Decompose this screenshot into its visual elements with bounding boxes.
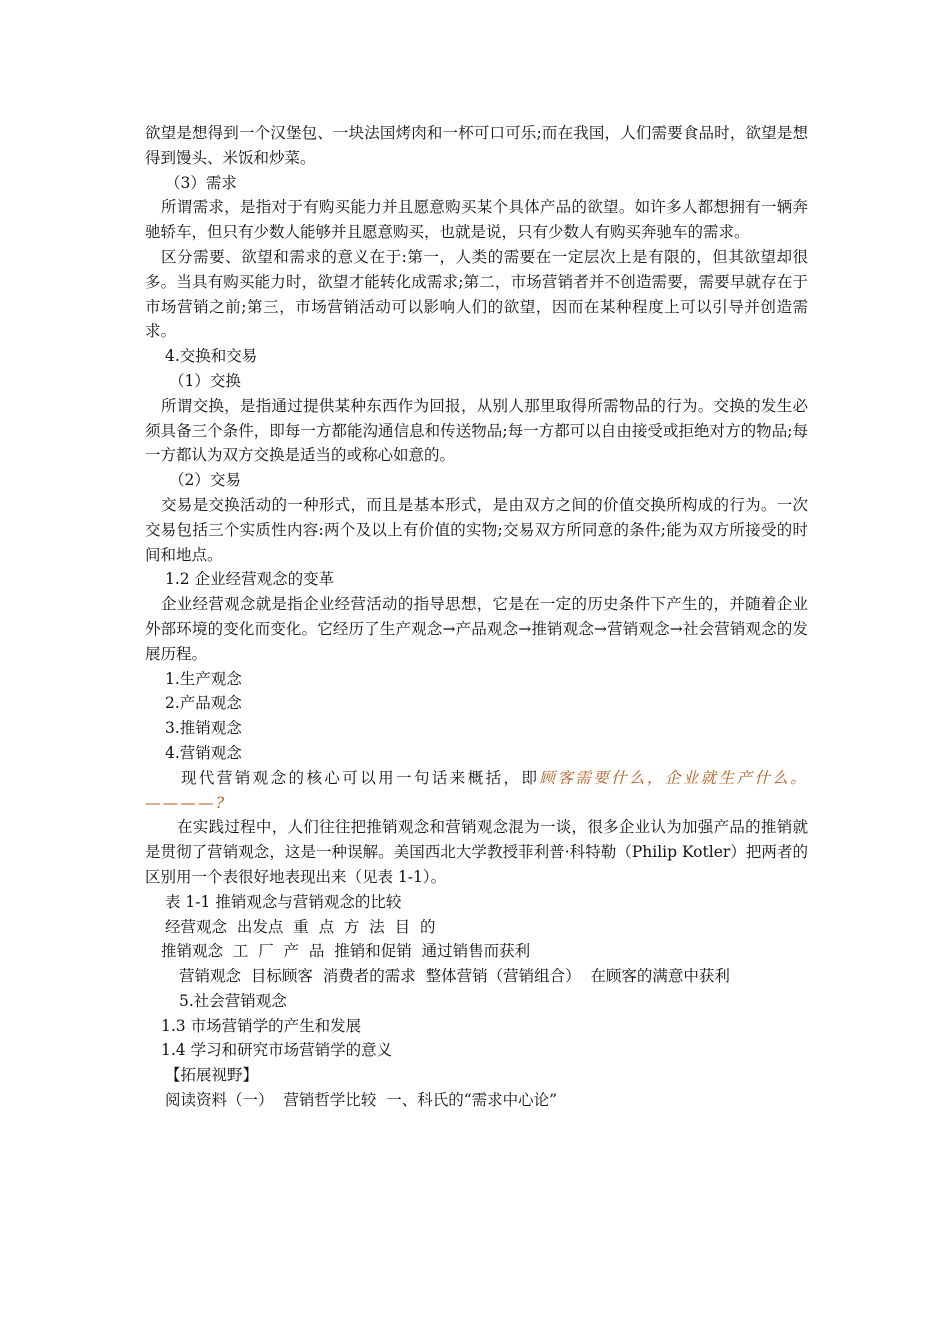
- table-header-row: 经营观念 出发点 重 点 方 法 目 的: [165, 917, 436, 936]
- marketing-core-emphasis: 顾客需要什么，企业就生产什么。————?: [145, 768, 808, 812]
- table-row-selling: 推销观念 工 厂 产 品 推销和促销 通过销售而获利: [161, 942, 531, 961]
- list-item-societal-marketing: 5.社会营销观念: [179, 991, 287, 1010]
- table-row-marketing: 营销观念 目标顾客 消费者的需求 整体营销（营销组合） 在顾客的满意中获利: [179, 967, 730, 986]
- paragraph-marketing-core: [145, 766, 808, 816]
- reading-material-line: 阅读资料（一） 营销哲学比较 一、科氏的“需求中心论”: [165, 1091, 558, 1110]
- marketing-core-lead: 现代营销观念的核心可以用一句话来概括，即: [181, 768, 540, 787]
- paragraph-transaction-definition: 交易是交换活动的一种形式，而且是基本形式，是由双方之间的价值交换所构成的行为。一次交易包括三个实质性内容:两个及以上有价值的实物;交易双方所同意的条件;能为双方所接受的时间和地点。: [145, 495, 808, 564]
- list-item-marketing-concept: 4.营销观念: [165, 743, 242, 762]
- paragraph-distinction: 区分需要、欲望和需求的意义在于:第一，人类的需要在一定层次上是有限的，但其欲望却很多。当具有购买能力时，欲望才能转化成需求;第二，市场营销者并不创造需要，需要早就存在于市场营销之前;第三，市场营销活动可以影响人们的欲望，因而在某种程度上可以引导并创造需求。: [145, 247, 808, 341]
- paragraph-exchange-definition: 所谓交换，是指通过提供某种东西作为回报，从别人那里取得所需物品的行为。交换的发生必须具备三个条件，即每一方都能沟通信息和传送物品;每一方都可以自由接受或拒绝对方的物品;每一方都认为双方交换是适当的或称心如意的。: [145, 396, 808, 465]
- section-heading-1-4: 1.4 学习和研究市场营销学的意义: [161, 1041, 393, 1060]
- subheading-transaction: （2）交易: [169, 471, 241, 490]
- paragraph-kotler-comparison: 在实践过程中，人们往往把推销观念和营销观念混为一谈，很多企业认为加强产品的推销就是贯彻了营销观念，这是一种误解。美国西北大学教授菲利普·科特勒（Philip Kotler）把两者的区别用一个表很好地表现出来（见表 1-1）。: [145, 818, 808, 886]
- section-heading-1-3: 1.3 市场营销学的产生和发展: [161, 1016, 362, 1035]
- subheading-exchange: （1）交换: [169, 371, 241, 390]
- document-body: [145, 121, 808, 1113]
- subheading-demand: （3）需求: [165, 173, 237, 192]
- section-heading-1-2: 1.2 企业经营观念的变革: [165, 570, 335, 589]
- extended-view-heading: 【拓展视野】: [165, 1066, 259, 1085]
- paragraph-demand-definition: 所谓需求，是指对于有购买能力并且愿意购买某个具体产品的欲望。如许多人都想拥有一辆奔驰轿车，但只有少数人能够并且愿意购买，也就是说，只有少数人有购买奔驰车的需求。: [145, 198, 808, 242]
- heading-exchange-transaction: 4.交换和交易: [165, 347, 258, 366]
- table-caption: 表 1-1 推销观念与营销观念的比较: [165, 892, 402, 911]
- list-item-product-concept: 2.产品观念: [165, 694, 242, 713]
- paragraph-business-philosophy: 企业经营观念就是指企业经营活动的指导思想，它是在一定的历史条件下产生的，并随着企业外部环境的变化而变化。它经历了生产观念→产品观念→推销观念→营销观念→社会营销观念的发展历程。: [145, 595, 808, 663]
- list-item-selling-concept: 3.推销观念: [165, 719, 242, 738]
- paragraph-desire-example: 欲望是想得到一个汉堡包、一块法国烤肉和一杯可口可乐;而在我国，人们需要食品时，欲望是想得到馒头、米饭和炒菜。: [145, 124, 808, 167]
- list-item-production-concept: 1.生产观念: [165, 669, 242, 688]
